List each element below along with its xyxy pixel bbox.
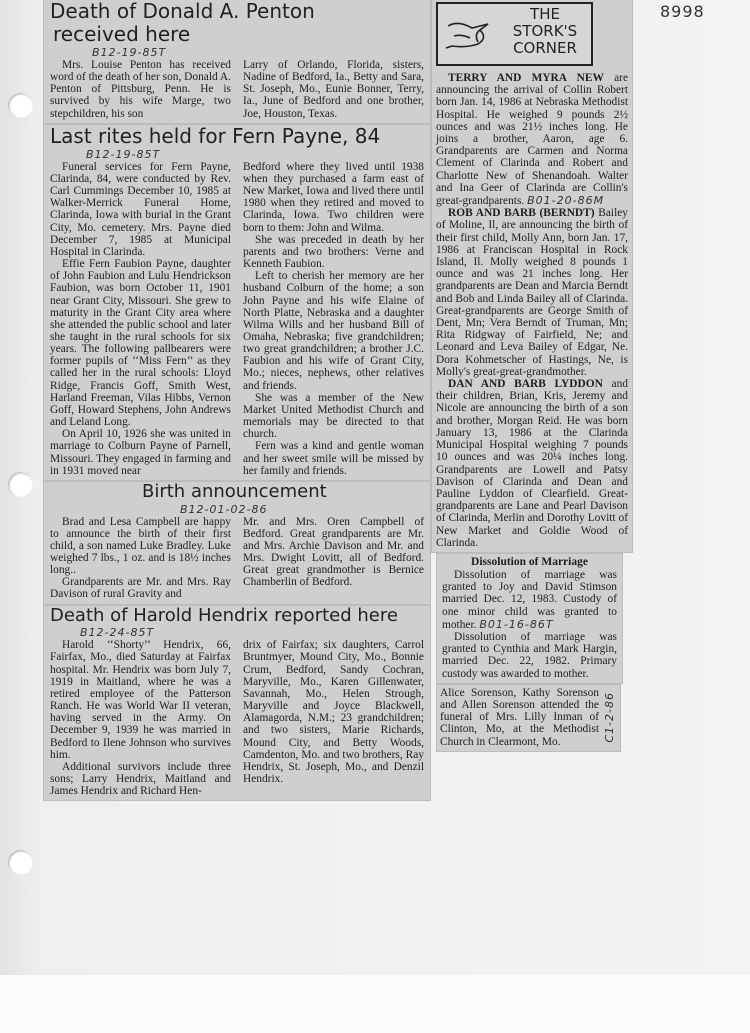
logo-text: STORK'S [512,22,578,40]
announcement-lead: DAN AND BARB LYDDON [448,378,603,391]
paragraph: Mr. and Mrs. Oren Campbell of Bedford. Great grandparents are Mr. and Mrs. Archie Davison and Mr. and Mrs. Dwight Lovitt, all of Bedford. Great great grandmother is Bernice Chamberlin of Bedford. [243,515,424,589]
handwritten-note: B12-24-85T [80,626,155,640]
paragraph: Funeral services for Fern Payne, Clarinda, 84, were conducted by Rev. Carl Cummings December 10, 1985 at Walker-Merrick Funeral Home, Clarinda, Iowa with burial in the Grant City, Mo. cemetery. Mrs. Payne died December 7, 1985 at Municipal Hospital in Clarinda. [50,160,231,258]
page-number: 8998 [660,2,705,21]
paragraph [442,569,617,631]
paragraph: Alice Sorenson, Kathy Sorenson and Allen Sorenson attended the funeral of Mrs. Lilly Inman of Clinton, Mo, at the Methodist Church in Clearmont, Mo. [440,686,599,748]
scan-margin [0,975,750,1033]
clipping-birth [44,482,430,604]
clipping-storks-corner [432,0,632,552]
paragraph: Additional survivors include three sons; Larry Hendrix, Maitland and James Hendrix and Richard Hen- [50,760,231,798]
handwritten-note: B01-16-86T [479,617,554,631]
paragraph: Brad and Lesa Campbell are happy to announce the birth of their first child, a son named Luke Bradley. Luke weighed 7 lbs., 1 oz. and is 18½ inches long.. [50,515,231,577]
headline: received here [53,22,191,46]
clipping-penton [44,0,430,123]
clipping-hendrix [44,606,430,801]
stork-icon [444,16,494,52]
paragraph: Bedford where they lived until 1938 when they purchased a farm east of New Market, Iowa and lived there until 1980 when they retired and moved to Clarinda, Iowa. Two children were born to them: John and Wilma. [243,160,424,234]
announcement-lead: TERRY AND MYRA NEW [448,72,604,84]
headline: Last rites held for Fern Payne, 84 [50,123,381,148]
left-column-clippings [44,0,430,800]
handwritten-note: B01-20-86M [527,194,605,208]
right-column-clippings [432,0,632,751]
paragraph: Effie Fern Faubion Payne, daughter of John Faubion and Lulu Hendrickson Faubion, was born October 11, 1901 near Grant City, Missouri. She grew to maturity in the Grant City area where she attended the public school and later she taught in the rural schools for six years. The following pallbearers were former pupils of ‘‘Miss Fern’’ as they called her in the rural schools: Lloyd Ridge, Francis Goff, Smith West, Harland Freeman, Vilas Hibbs, Vernon Goff, Howard Stephens, John Andrews and Leland Long. [50,258,231,429]
announcement-lead: ROB AND BARB (BERNDT) [448,207,595,220]
paragraph: Left to cherish her memory are her husband Colburn of the home; a son John Payne and his wife Elaine of North Platte, Nebraska and a daughter Wilma Wills and her husband Bill of Omaha, Nebraska; five grandchildren; two great grandchildren; a brother J.C. Faubion and his wife of Grant City, Mo.; nieces, nephews, other relatives and friends. [243,270,424,392]
paragraph: drix of Fairfax; six daughters, Carrol Bruntmyer, Mound City, Mo., Bonnie Crum, Bedford, Sandy Cochran, Maryville, Mo., Karen Gillenwater, Savannah, Mo., Helen Strough, Maryville and Joyce Blackwell, Alamagorda, N.M.; 23 grandchildren; and two sisters, Marie Richards, Mound City, and Betty Woods, Camdenton, Mo. and two brothers, Ray Hendrix, St. Joseph, Mo., and Denzil Hendrix. [243,639,424,786]
paragraph: Larry of Orlando, Florida, sisters, Nadine of Bedford, Ia., Betty and Sara, St. Joseph, Mo., Eunie Bonner, Terry, Ia., June of Bedford and one brother, Joe, Houston, Texas. [243,59,424,120]
logo-text: THE [530,5,560,23]
announcement [436,207,628,378]
logo-text: CORNER [513,39,577,57]
handwritten-note: C1-2-86 [603,691,616,743]
paragraph: She was preceded in death by her parents and two brothers: Verne and Kenneth Faubion. [243,233,424,271]
paragraph: Mrs. Louise Penton has received word of the death of her son, Donald A. Penton of Pittsburg, Penn. He is survived by his wife Marge, two stepchildren, his son [50,59,231,120]
storks-corner-logo [436,2,593,66]
punch-hole [8,93,33,118]
handwritten-note: B12-19-85T [86,147,161,161]
headline: Dissolution of Marriage [471,555,588,568]
announcement-text: and their children, Brian, Kris, Jeremy and Nicole are announcing the birth of a son and brother, Morgan Reid. He was born January 13, 1986 at the Clarinda Municipal Hospital weighing 7 pounds 10 ounces and was 20¼ inches long. Grandparents are Lowell and Patsy Davison of Clarinda and Dean and Pauline Lyddon of Clearfield. Great-grandparents are Lane and Pearl Davison of Clarinda, Merlin and Dorothy Lovitt of New Market and Goldie Wood of Clarinda. [436,378,628,549]
announcement-text: are announcing the arrival of Collin Robert born Jan. 14, 1986 at Nebraska Methodist Hospital. He weighed 9 pounds 2½ ounces and was 21½ inches long. He joins a brother, Aaron, age 6. Grandparents are Carmen and Norma Clement of Clarinda and Robert and Charlotte New of Shenandoah. Walter and Ina Geer of Clarinda are Collin's great-grandparents. [436,72,628,208]
headline: Birth announcement [142,480,327,502]
paragraph: Harold ‘‘Shorty’’ Hendrix, 66, Fairfax, Mo., died Saturday at Fairfax hospital. Mr. Hendrix was born July 7, 1919 in Maitland, where he was a retired employee of the Patterson Ranch. He was World War II veteran, having served in the Army. On December 9, 1939 he was married in Bedford to Ilene Johnson who survives him. [50,639,231,761]
paragraph: She was a member of the New Market United Methodist Church and memorials may be directed to that church. [243,391,424,441]
paragraph: Dissolution of marriage was granted to Cynthia and Mark Hargin, married Dec. 22, 1982. Primary custody was awarded to mother. [442,630,617,680]
headline: Death of Donald A. Penton [50,0,315,23]
paragraph: On April 10, 1926 she was united in marriage to Colburn Payne of Parnell, Missouri. They engaged in farming and in 1931 moved near [50,428,231,477]
clipping-payne [44,125,430,480]
paragraph: Grandparents are Mr. and Mrs. Ray Davison of rural Gravity and [50,576,231,601]
headline: Death of Harold Hendrix reported here [50,604,398,626]
announcement [436,72,628,207]
paragraph: Fern was a kind and gentle woman and her sweet smile will be missed by her family and friends. [243,440,424,477]
handwritten-note: B12-01-02-86 [180,502,268,516]
announcement [436,378,628,549]
paragraph-text: Dissolution of marriage was granted to Joy and David Stimson married Dec. 12, 1983. Custody of one minor child was granted to mother. [442,568,617,631]
clipping-sorenson [437,685,620,751]
handwritten-note: B12-19-85T [92,46,167,59]
punch-hole [8,850,33,875]
clipping-dissolution [437,554,622,683]
punch-hole [8,472,33,497]
announcement-text: Bailey of Moline, Il, are announcing the birth of their first child, Molly Ann, born Jan. 17, 1986 at Franciscan Hospital in Rock Island, Il. Molly weighed 8 pounds 1 ounce and was 21 inches long. Her grandparents are Dean and Marcia Berndt and Bob and Linda Bailey all of Clarinda. Great-grandparents are George Smith of Dent, Mn; Vera Berndt of Truman, Mn; Rita Ridgway of Fairfield, Ne; and Leonard and Leva Bailey of Edgar, Ne. Dora Kohmetscher of Hastings, Ne, is Molly's great-great-grandmother. [436,207,628,378]
